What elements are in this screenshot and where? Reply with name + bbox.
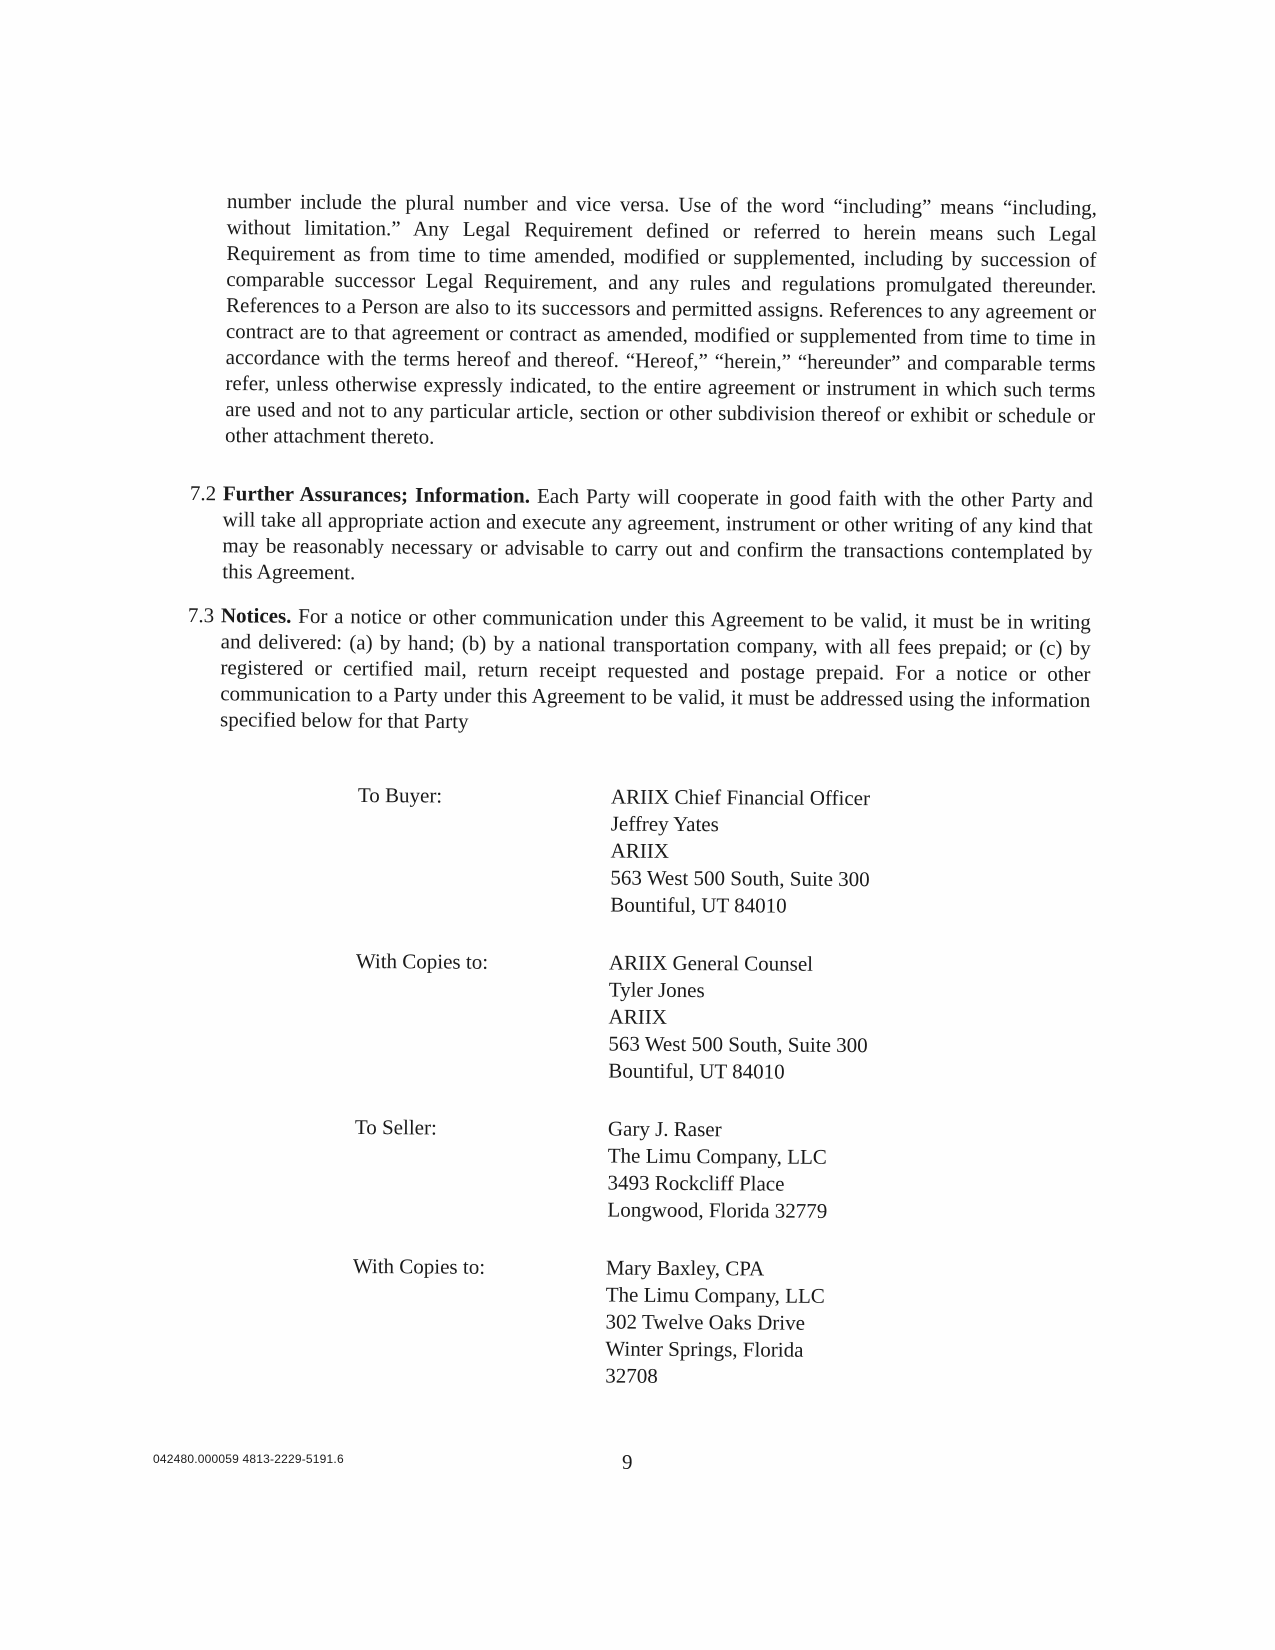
intro-paragraph: number include the plural number and vice versa. Use of the word “including” means “including, without limitation.” Any Legal Requirement defined or referred to herein means such Legal Requirement as from time to time amended, modified or supplemented, including by succession of comparable successor Legal Requirement, and any rules and regulations promulgated thereunder. References to a Person are also to its successors and permitted assigns. References to any agreement or contract are to that agreement or contract as amended, modified or supplemented from time to time in accordance with the terms hereof and thereof. “Hereof,” “herein,” “hereunder” and comparable terms refer, unless otherwise expressly indicated, to the entire agreement or instrument in which such terms are used and not to any particular article, section or other subdivision thereof or exhibit or schedule or other attachment thereto. [224,188,1097,449]
section-heading: Notices. [220,603,292,628]
notice-label: With Copies to: [355,949,489,974]
notice-address [608,950,868,1087]
section-heading: Further Assurances; Information. [222,481,531,508]
address-line: Tyler Jones [608,977,705,1003]
section-body [222,480,1093,591]
address-line: The Limu Company, LLC [605,1282,825,1308]
address-line: 302 Twelve Oaks Drive [605,1309,806,1335]
address-line: 32708 [605,1363,658,1388]
address-line: Gary J. Raser [607,1116,722,1142]
section-text: Each Party will cooperate in good faith with the other Party and will take all appropriate action and execute any agreement, instrument or other writing of any kind that may be reasonably necessary or advisable to carry out and confirm the transactions contemplated by this Agreement. [222,483,1093,585]
section-number: 7.2 [189,480,217,506]
notice-label: To Buyer: [357,783,443,808]
address-line: Jeffrey Yates [610,811,719,837]
section-number: 7.3 [187,602,215,628]
page-number: 9 [622,1450,633,1474]
address-line: ARIIX [608,1004,667,1029]
address-line: Bountiful, UT 84010 [610,892,787,918]
section-text: For a notice or other communication under this Agreement to be valid, it must be in writing and delivered: (a) by hand; (b) by a national transportation company, with all fees prepaid; or (c) by registered or certified mail, return receipt requested and postage prepaid. For a notice or other communication to a Party under this Agreement to be valid, it must be addressed using the information specified below for that Party [219,603,1091,734]
address-line: The Limu Company, LLC [607,1143,827,1169]
address-line: ARIIX General Counsel [608,950,814,976]
address-line: 563 West 500 South, Suite 300 [610,865,870,892]
document-id: 042480.000059 4813-2229-5191.6 [153,1452,344,1466]
address-line: ARIIX [610,838,669,863]
notice-address [605,1255,825,1391]
notice-label: To Seller: [354,1115,437,1140]
address-line: Winter Springs, Florida [605,1336,804,1362]
address-line: 3493 Rockcliff Place [607,1170,785,1196]
address-line: Longwood, Florida 32779 [607,1197,828,1223]
notice-label: With Copies to: [352,1254,486,1279]
address-line: Bountiful, UT 84010 [608,1058,785,1084]
section-body [220,602,1091,739]
notice-address [607,1116,828,1225]
address-line: ARIIX Chief Financial Officer [610,784,871,811]
address-line: Mary Baxley, CPA [605,1255,765,1281]
address-line: 563 West 500 South, Suite 300 [608,1031,868,1058]
notice-address [610,784,870,921]
